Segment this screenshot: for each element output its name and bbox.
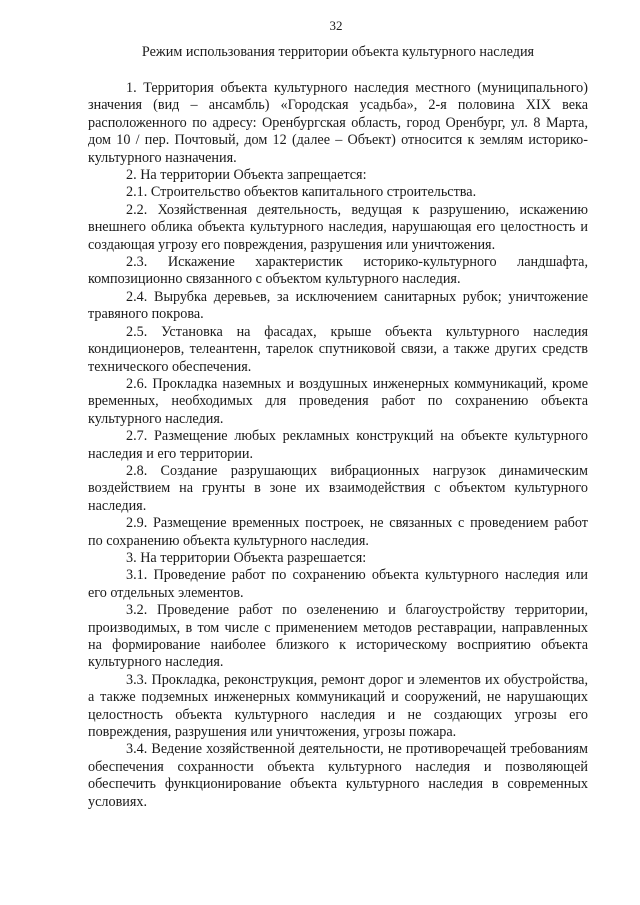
paragraph-2-4: 2.4. Вырубка деревьев, за исключением санитарных рубок; уничтожение травяного покрова. xyxy=(88,288,588,323)
paragraph-1: 1. Территория объекта культурного наследия местного (муниципального) значения (вид – ансамбль) «Городская усадьба», 2-я половина XIX века расположенного по адресу: Оренбургская область, город Оренбург, ул. 8 Марта, дом 10 / пер. Почтовый, дом 12 (далее – Объект) относится к землям историко-культурного назначения. xyxy=(88,80,588,166)
paragraph-2-5: 2.5. Установка на фасадах, крыше объекта культурного наследия кондиционеров, телеантенн, тарелок спутниковой связи, а также других средств технического обеспечения. xyxy=(88,323,588,375)
paragraph-2-8: 2.8. Создание разрушающих вибрационных нагрузок динамическим воздействием на грунты в зоне их взаимодействия с объектом культурного наследия. xyxy=(88,462,588,514)
document-title: Режим использования территории объекта культурного наследия xyxy=(141,44,535,60)
paragraph-2-1: 2.1. Строительство объектов капитального строительства. xyxy=(126,184,477,201)
paragraph-3-1: 3.1. Проведение работ по сохранению объекта культурного наследия или его отдельных элементов. xyxy=(88,567,588,601)
paragraph-2-7: 2.7. Размещение любых рекламных конструкций на объекте культурного наследия и его территории. xyxy=(88,428,588,462)
paragraph-3-3: 3.3. Прокладка, реконструкция, ремонт дорог и элементов их обустройства, а также подземных инженерных коммуникаций и сооружений, не нарушающих целостность объекта культурного наследия и не создающих угрозы его повреждения, разрушения или уничтожения, угрозы пожара. xyxy=(88,671,588,741)
paragraph-2-2: 2.2. Хозяйственная деятельность, ведущая к разрушению, искажению внешнего облика объекта культурного наследия, нарушающая его целостность и создающая угрозу его повреждения, разрушения или уничтожения. xyxy=(88,201,588,253)
paragraph-2-9: 2.9. Размещение временных построек, не связанных с проведением работ по сохранению объекта культурного наследия. xyxy=(88,515,588,549)
paragraph-3-4: 3.4. Ведение хозяйственной деятельности, не противоречащей требованиям обеспечения сохранности объекта культурного наследия и позволяющей обеспечить функционирование объекта культурного наследия в современных условиях. xyxy=(88,741,588,810)
page-number: 32 xyxy=(329,18,343,33)
document-page xyxy=(88,18,588,811)
paragraph-3-heading: 3. На территории Объекта разрешается: xyxy=(126,549,367,566)
paragraph-3-2: 3.2. Проведение работ по озеленению и благоустройству территории, производимых, в том числе с применением методов реставрации, направленных на формирование наиболее близкого к историческому восприятию объекта культурного наследия. xyxy=(88,602,588,671)
paragraph-2-3: 2.3. Искажение характеристик историко-культурного ландшафта, композиционно связанного с объектом культурного наследия. xyxy=(88,254,588,288)
paragraph-2-6: 2.6. Прокладка наземных и воздушных инженерных коммуникаций, кроме временных, необходимых для проведения работ по сохранению объекта культурного наследия. xyxy=(88,375,588,427)
paragraph-2-heading: 2. На территории Объекта запрещается: xyxy=(126,167,367,184)
